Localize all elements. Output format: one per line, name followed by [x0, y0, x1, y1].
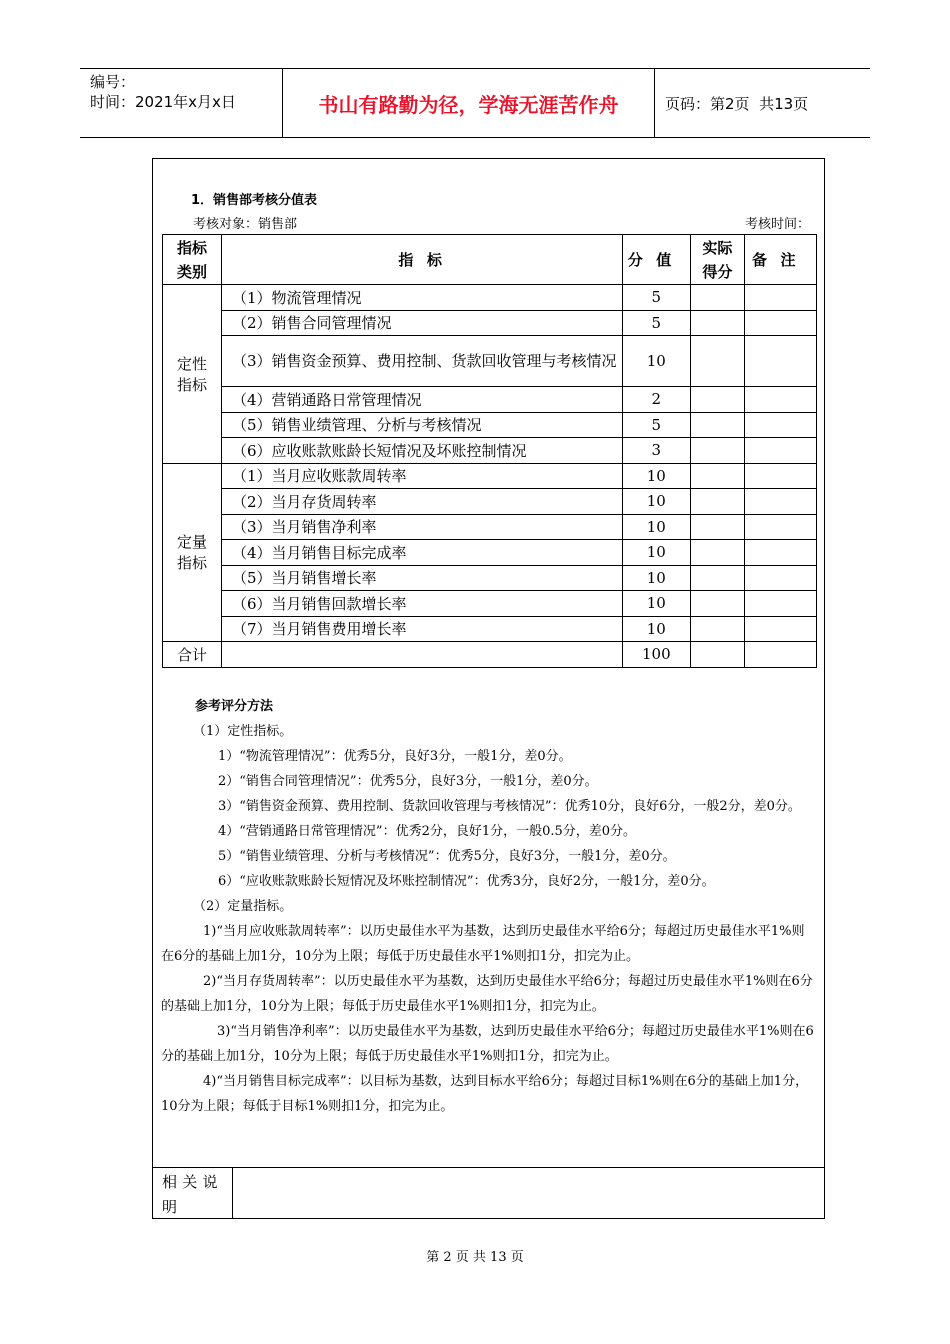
indicator-cell: （2）销售合同管理情况: [221, 310, 622, 336]
actual-score-cell[interactable]: [690, 616, 744, 642]
value-cell: 10: [622, 540, 690, 566]
actual-score-cell[interactable]: [690, 310, 744, 336]
indicator-cell: （6）应收账款账龄长短情况及坏账控制情况: [221, 438, 622, 464]
qualitative-rule: 3）“销售资金预算、费用控制、货款回收管理与考核情况”：优秀10分，良好6分，一般2分，差0分。: [218, 799, 801, 814]
indicator-cell: （4）当月销售目标完成率: [221, 540, 622, 566]
page-label: 页码：第2页 共13页: [665, 94, 809, 113]
actual-score-cell[interactable]: [690, 285, 744, 311]
actual-score-cell[interactable]: [690, 463, 744, 489]
header-value: [622, 235, 690, 285]
table-row: [163, 412, 817, 438]
table-row: [163, 336, 817, 387]
qualitative-rule: 4）“营销通路日常管理情况”：优秀2分，良好1分，一般0.5分，差0分。: [218, 824, 637, 839]
actual-score-cell[interactable]: [690, 591, 744, 617]
actual-score-cell[interactable]: [690, 565, 744, 591]
note-cell[interactable]: [744, 514, 816, 540]
actual-score-cell[interactable]: [690, 540, 744, 566]
value-cell: 10: [622, 489, 690, 515]
indicator-cell: （1）当月应收账款周转率: [221, 463, 622, 489]
assessment-object: 考核对象：销售部: [193, 217, 298, 232]
indicator-cell: （2）当月存货周转率: [221, 489, 622, 515]
total-label: 合计: [163, 642, 222, 668]
indicator-cell: （3）当月销售净利率: [221, 514, 622, 540]
indicator-cell: （5）销售业绩管理、分析与考核情况: [221, 412, 622, 438]
related-notes-row: [153, 1167, 824, 1219]
indicator-cell: （1）物流管理情况: [221, 285, 622, 311]
indicator-cell: （3）销售资金预算、费用控制、货款回收管理与考核情况: [221, 336, 622, 387]
table-header-row: [163, 235, 817, 285]
value-cell: 10: [622, 463, 690, 489]
header-meta: [80, 69, 283, 137]
value-cell: 5: [622, 310, 690, 336]
total-note-cell[interactable]: [744, 642, 816, 668]
category-qualitative-line2: 指标: [176, 375, 207, 394]
note-cell[interactable]: [744, 438, 816, 464]
note-cell[interactable]: [744, 412, 816, 438]
page-footer: [0, 1246, 950, 1265]
total-indicator-cell: [221, 642, 622, 668]
table-row: [163, 463, 817, 489]
category-qualitative: [163, 285, 222, 464]
note-cell[interactable]: [744, 565, 816, 591]
qualitative-rule: 1）“物流管理情况”：优秀5分，良好3分，一般1分，差0分。: [218, 749, 572, 764]
header-category-line2: 类别: [176, 262, 207, 281]
related-notes-label: 相关说明: [153, 1168, 233, 1219]
value-cell: 10: [622, 514, 690, 540]
quantitative-title: （2）定量指标。: [193, 899, 293, 914]
header-actual-score: [690, 235, 744, 285]
assessment-time: 考核时间：: [744, 217, 810, 232]
value-cell: 5: [622, 412, 690, 438]
number-label: 编号：: [90, 73, 136, 91]
category-qualitative-line1: 定性: [176, 354, 207, 373]
page-header: [80, 68, 870, 138]
qualitative-rule: 5）“销售业绩管理、分析与考核情况”：优秀5分，良好3分，一般1分，差0分。: [218, 849, 676, 864]
table-row: [163, 540, 817, 566]
table-row: [163, 489, 817, 515]
score-table: [162, 234, 817, 668]
header-note-label: 备注: [751, 251, 809, 269]
indicator-cell: （6）当月销售回款增长率: [221, 591, 622, 617]
document-frame: [152, 158, 825, 1219]
quantitative-rule: 1)“当月应收账款周转率”：以历史最佳水平为基数，达到历史最佳水平给6分；每超过历史最佳水平1%则在6分的基础上加1分，10分为上限；每低于历史最佳水平1%则扣1分，扣完为止。: [161, 924, 805, 964]
category-quantitative: [163, 463, 222, 642]
note-cell[interactable]: [744, 489, 816, 515]
header-motto: 书山有路勤为径，学海无涯苦作舟: [283, 69, 655, 137]
category-quantitative-line1: 定量: [176, 533, 207, 552]
note-cell[interactable]: [744, 463, 816, 489]
category-quantitative-line2: 指标: [176, 554, 207, 573]
note-cell[interactable]: [744, 540, 816, 566]
header-actual-line2: 得分: [702, 262, 733, 281]
value-cell: 10: [622, 591, 690, 617]
table-row: [163, 565, 817, 591]
note-cell[interactable]: [744, 387, 816, 413]
actual-score-cell[interactable]: [690, 438, 744, 464]
total-row: [163, 642, 817, 668]
total-value: 100: [622, 642, 690, 668]
actual-score-cell[interactable]: [690, 514, 744, 540]
table-row: [163, 310, 817, 336]
qualitative-title: （1）定性指标。: [193, 724, 293, 739]
header-category-line1: 指标: [176, 238, 207, 257]
value-cell: 5: [622, 285, 690, 311]
quantitative-rule: 2)“当月存货周转率”：以历史最佳水平为基数，达到历史最佳水平给6分；每超过历史最佳水平1%则在6分的基础上加1分，10分为上限；每低于历史最佳水平1%则扣1分，扣完为止。: [161, 974, 813, 1014]
value-cell: 3: [622, 438, 690, 464]
indicator-cell: （7）当月销售费用增长率: [221, 616, 622, 642]
value-cell: 10: [622, 336, 690, 387]
quantitative-rule: 4)“当月销售目标完成率”：以目标为基数，达到目标水平给6分；每超过目标1%则在6分的基础上加1分，10分为上限；每低于目标1%则扣1分，扣完为止。: [161, 1074, 809, 1114]
indicator-cell: （5）当月销售增长率: [221, 565, 622, 591]
header-indicator: [221, 235, 622, 285]
note-cell[interactable]: [744, 336, 816, 387]
table-row: [163, 285, 817, 311]
header-value-label: 分值: [627, 251, 685, 269]
footer-page-number: 第 2 页 共 13 页: [426, 1250, 524, 1265]
note-cell[interactable]: [744, 616, 816, 642]
value-cell: 10: [622, 565, 690, 591]
note-cell[interactable]: [744, 310, 816, 336]
table-row: [163, 616, 817, 642]
value-cell: 2: [622, 387, 690, 413]
note-cell[interactable]: [744, 591, 816, 617]
quantitative-rule: 3)“当月销售净利率”：以历史最佳水平为基数，达到历史最佳水平给6分；每超过历史最佳水平1%则在6分的基础上加1分，10分为上限；每低于历史最佳水平1%则扣1分，扣完为止。: [161, 1024, 814, 1064]
actual-score-cell[interactable]: [690, 489, 744, 515]
header-note: [744, 235, 816, 285]
section-title: 1．销售部考核分值表: [191, 193, 318, 208]
table-row: [163, 591, 817, 617]
header-actual-line1: 实际: [702, 238, 733, 257]
time-label: 时间：2021年x月x日: [90, 93, 236, 111]
total-actual-score-cell[interactable]: [690, 642, 744, 668]
table-row: [163, 387, 817, 413]
actual-score-cell[interactable]: [690, 412, 744, 438]
method-title: 参考评分方法: [195, 699, 274, 714]
actual-score-cell[interactable]: [690, 336, 744, 387]
value-cell: 10: [622, 616, 690, 642]
header-indicator-label: 指标: [398, 251, 456, 269]
actual-score-cell[interactable]: [690, 387, 744, 413]
note-cell[interactable]: [744, 285, 816, 311]
table-row: [163, 438, 817, 464]
header-page-info: [655, 69, 870, 137]
indicator-cell: （4）营销通路日常管理情况: [221, 387, 622, 413]
table-row: [163, 514, 817, 540]
header-category: [163, 235, 222, 285]
qualitative-rule: 2）“销售合同管理情况”：优秀5分，良好3分，一般1分，差0分。: [218, 774, 598, 789]
related-notes-content[interactable]: [233, 1168, 824, 1219]
scoring-method: [161, 694, 817, 1119]
qualitative-rule: 6）“应收账款账龄长短情况及坏账控制情况”：优秀3分，良好2分，一般1分，差0分。: [218, 874, 715, 889]
